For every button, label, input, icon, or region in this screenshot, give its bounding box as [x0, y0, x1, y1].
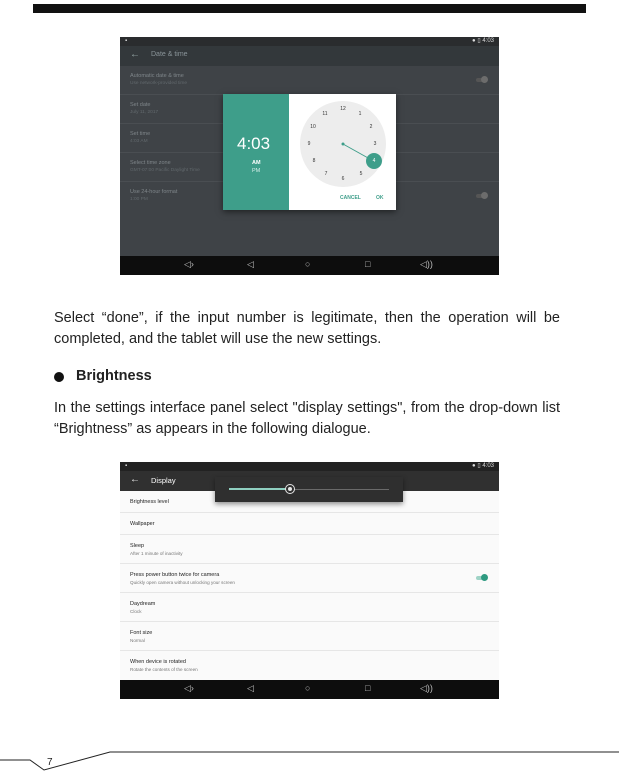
header-bar — [33, 4, 586, 13]
paragraph-brightness-line2: “Brightness” as appears in the following dialogue. — [54, 421, 371, 437]
status-time: 4:03 — [482, 38, 494, 44]
camera-gesture-toggle[interactable] — [476, 576, 487, 580]
clock-number: 5 — [359, 171, 363, 177]
app-bar — [120, 46, 499, 66]
setting-row-daydream[interactable]: Daydream Clock — [120, 593, 499, 622]
date-time-screenshot — [120, 37, 499, 275]
status-bar — [120, 37, 499, 46]
setting-row-camera-gesture[interactable]: Press power button twice for camera Quickly open camera without unlocking your screen — [120, 564, 499, 593]
pm-option[interactable]: PM — [252, 168, 261, 174]
volume-up-icon[interactable]: ◁)) — [420, 683, 433, 693]
battery-icon: ● ▯ — [472, 463, 483, 469]
battery-icon: ● ▯ — [472, 38, 483, 44]
home-icon[interactable]: ○ — [305, 683, 311, 693]
setting-row-sleep[interactable]: Sleep After 1 minute of inactivity — [120, 535, 499, 564]
24-hour-toggle[interactable] — [476, 194, 487, 198]
back-icon[interactable]: ◁ — [247, 259, 254, 269]
setting-row-rotation[interactable]: When device is rotated Rotate the contents of the screen — [130, 659, 198, 672]
volume-down-icon[interactable]: ◁› — [184, 259, 194, 269]
notification-icon: ▪ — [125, 38, 128, 44]
setting-row-24-hour[interactable]: Use 24-hour format 1:00 PM — [120, 182, 499, 210]
recents-icon[interactable]: □ — [365, 259, 371, 269]
notification-icon: ▪ — [125, 463, 128, 469]
auto-date-toggle[interactable] — [476, 78, 487, 82]
nav-bar — [120, 680, 499, 699]
setting-row-auto-date[interactable]: Automatic date & time Use network-provided time — [120, 66, 499, 95]
display-screenshot — [120, 462, 499, 699]
am-option[interactable]: AM — [252, 160, 261, 166]
recents-icon[interactable]: □ — [365, 683, 371, 693]
home-icon[interactable]: ○ — [305, 259, 311, 269]
setting-row-font-size[interactable]: Font size Normal — [120, 622, 499, 651]
paragraph-done: Select “done”, if the input number is legitimate, then the operation will be — [54, 310, 560, 326]
setting-row-set-time[interactable]: Set time 4:03 AM — [120, 124, 499, 153]
ok-button[interactable]: OK — [376, 195, 384, 201]
section-heading: Brightness — [76, 368, 152, 384]
setting-row-wallpaper[interactable]: Wallpaper — [120, 513, 499, 535]
clock-number: 3 — [373, 141, 377, 147]
setting-row-time-zone[interactable]: Select time zone GMT-07:00 Pacific Daylight Time — [120, 153, 499, 182]
page-title: Display — [151, 476, 176, 485]
clock-number: 12 — [340, 106, 346, 112]
setting-row-set-date[interactable]: Set date July 11, 2017 — [120, 95, 499, 124]
footer-rule — [0, 748, 619, 772]
clock-number: 1 — [358, 111, 362, 117]
back-arrow-icon[interactable]: ← — [130, 49, 140, 60]
back-arrow-icon[interactable]: ← — [130, 474, 140, 485]
time-display[interactable]: 4:03 — [237, 134, 271, 153]
nav-bar — [120, 256, 499, 275]
volume-up-icon[interactable]: ◁)) — [420, 259, 433, 269]
clock-face[interactable] — [300, 101, 386, 187]
paragraph-brightness: In the settings interface panel select "display settings", from the drop-down list — [54, 400, 560, 416]
paragraph-done-line2: completed, and the tablet will use the new settings. — [54, 331, 382, 347]
page-number: 7 — [47, 757, 53, 768]
volume-down-icon[interactable]: ◁› — [184, 683, 194, 693]
brightness-popup — [215, 477, 403, 502]
bullet-icon — [54, 372, 64, 382]
brightness-fill — [229, 488, 290, 490]
setting-row-brightness[interactable]: Brightness level — [120, 491, 499, 513]
cancel-button[interactable]: CANCEL — [340, 195, 361, 201]
clock-number: 8 — [312, 158, 316, 164]
status-bar — [120, 462, 499, 471]
page-title: Date & time — [151, 51, 188, 58]
clock-number: 7 — [324, 171, 328, 177]
clock-number: 2 — [369, 124, 373, 130]
back-icon[interactable]: ◁ — [247, 683, 254, 693]
time-picker-dialog — [223, 94, 396, 210]
clock-number-selected: 4 — [372, 158, 376, 164]
clock-number: 10 — [310, 124, 316, 130]
clock-number: 6 — [341, 176, 345, 182]
clock-number: 9 — [307, 141, 311, 147]
status-time: 4:03 — [482, 463, 494, 469]
clock-number: 11 — [322, 111, 328, 117]
time-header — [223, 94, 289, 210]
brightness-thumb-icon[interactable] — [285, 484, 295, 494]
